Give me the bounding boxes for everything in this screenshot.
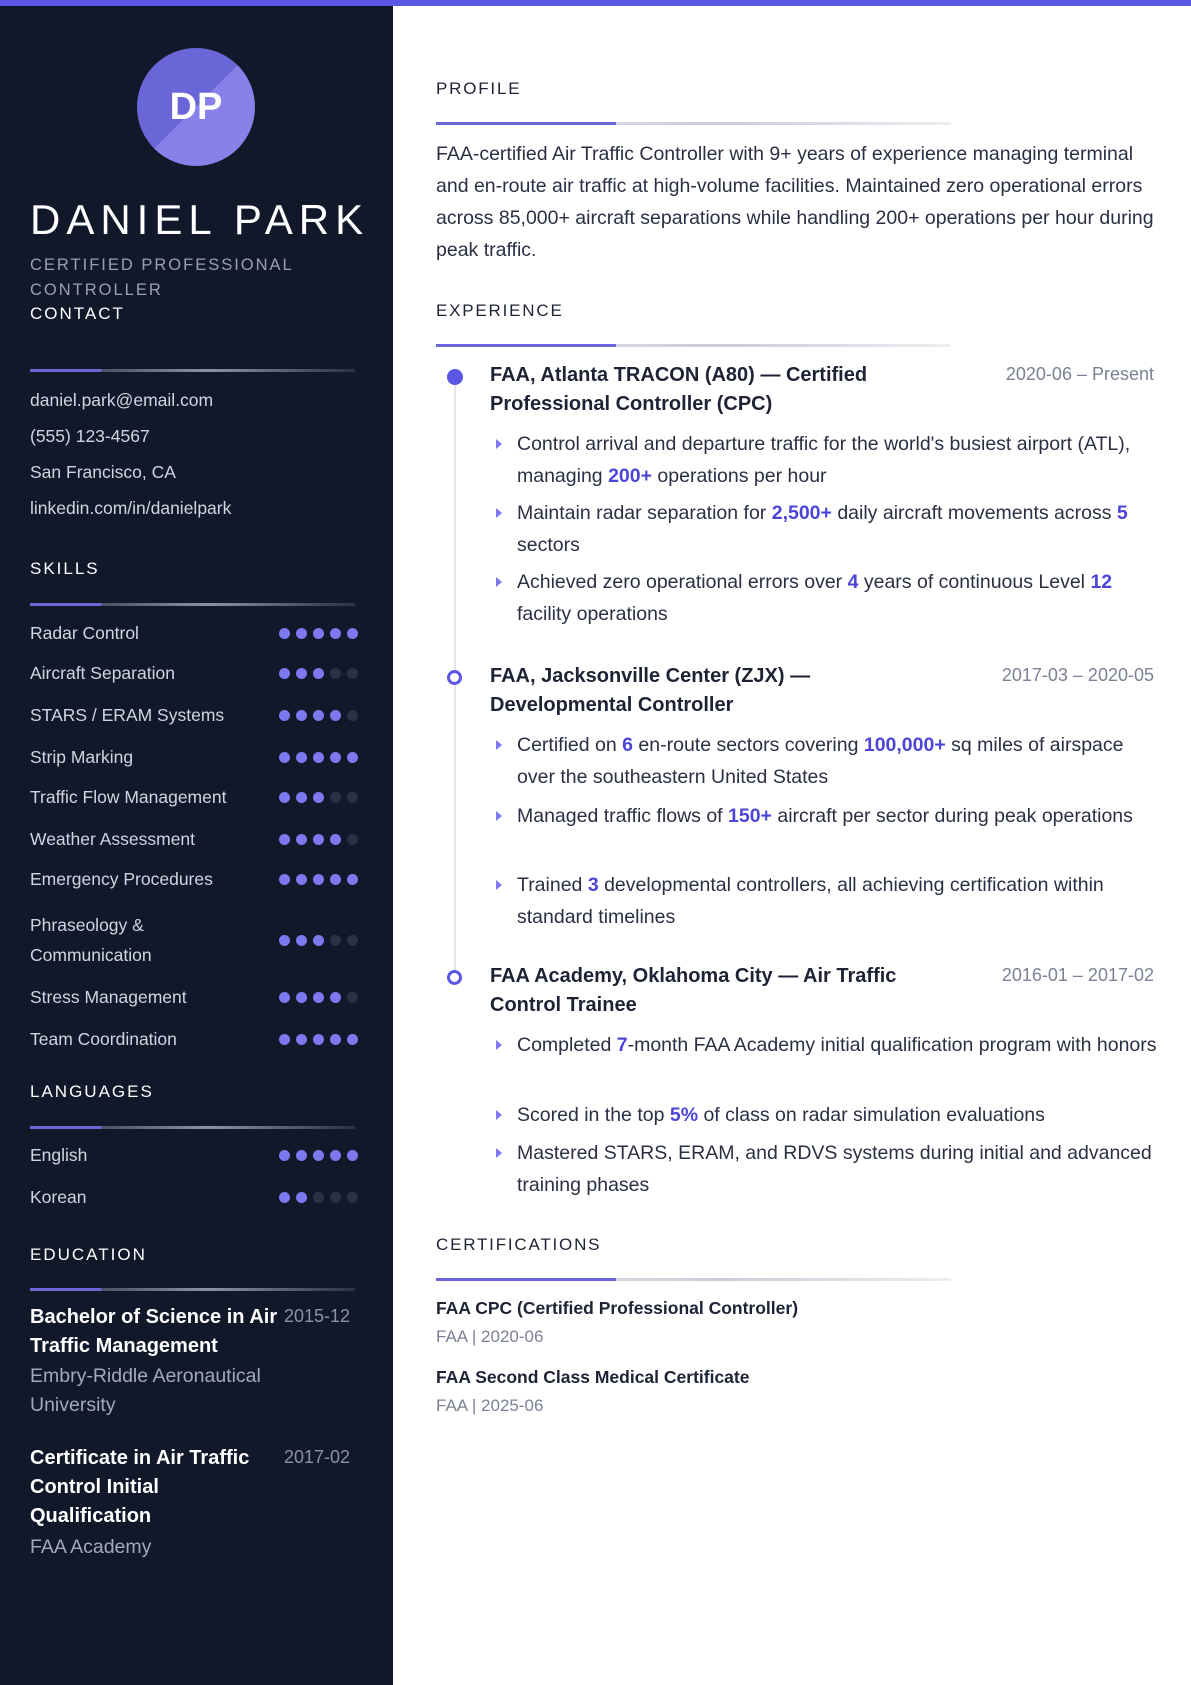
language-rating: [279, 1192, 358, 1203]
skill-label: Emergency Procedures: [30, 869, 213, 889]
education-school: Embry-Riddle Aeronautical University: [30, 1365, 261, 1416]
job-bullet: [517, 800, 1157, 832]
rating-dot-filled: [279, 1150, 290, 1161]
bullet-text: Mastered STARS, ERAM, and RDVS systems during initial and advanced training phases: [517, 1142, 1152, 1196]
job-bullet: [517, 1099, 1157, 1131]
bullet-text: years of continuous Level: [858, 571, 1091, 593]
avatar: [137, 48, 255, 166]
education-divider: [30, 1288, 355, 1291]
highlighted-metric: 12: [1090, 571, 1113, 593]
skills-heading: SKILLS: [30, 559, 100, 578]
education-degree: Bachelor of Science in Air Traffic Management: [30, 1306, 278, 1357]
bullet-icon: [496, 439, 502, 449]
candidate-title: CERTIFIED PROFESSIONAL CONTROLLER: [30, 256, 294, 299]
rating-dot-filled: [330, 834, 341, 845]
rating-dot-filled: [296, 752, 307, 763]
certifications-divider: [436, 1278, 951, 1281]
bullet-icon: [496, 577, 502, 587]
bullet-text: daily aircraft movements across: [831, 502, 1117, 524]
job-bullet: [517, 869, 1157, 933]
skill-rating: [279, 992, 358, 1003]
rating-dot-filled: [347, 1150, 358, 1161]
skill-label: Weather Assessment: [30, 829, 196, 849]
rating-dot-filled: [330, 1034, 341, 1045]
job-dates: 2017-03 – 2020-05: [1001, 665, 1154, 685]
profile-heading: PROFILE: [436, 79, 522, 98]
bullet-icon: [496, 1110, 502, 1120]
bullet-text: of class on radar simulation evaluations: [698, 1104, 1045, 1126]
rating-dot-filled: [330, 628, 341, 639]
certification-name: FAA CPC (Certified Professional Controller): [436, 1298, 799, 1318]
skill-label: Traffic Flow Management: [30, 787, 227, 807]
bullet-text: Maintain radar separation for: [517, 502, 772, 524]
bullet-text: Managed traffic flows of: [517, 805, 728, 827]
skill-label: Aircraft Separation: [30, 663, 175, 683]
rating-dot-filled: [279, 992, 290, 1003]
rating-dot-filled: [279, 628, 290, 639]
bullet-text: operations per hour: [652, 465, 827, 487]
bullet-icon: [496, 880, 502, 890]
education-degree: Certificate in Air Traffic Control Initial Qualification: [30, 1447, 250, 1527]
job-bullet: [517, 729, 1157, 793]
rating-dot-filled: [296, 710, 307, 721]
bullet-text: Control arrival and departure traffic for the world's busiest airport (ATL), managing: [517, 433, 1131, 487]
bullet-icon: [496, 508, 502, 518]
rating-dot-empty: [347, 792, 358, 803]
rating-dot-filled: [313, 792, 324, 803]
education-school: FAA Academy: [30, 1536, 152, 1558]
bullet-text: Completed: [517, 1034, 617, 1056]
highlighted-metric: 7: [616, 1034, 628, 1056]
skill-rating: [279, 628, 358, 639]
job-bullet: [517, 1029, 1157, 1061]
language-label: Korean: [30, 1187, 87, 1207]
bullet-text: sectors: [517, 534, 580, 556]
skill-rating: [279, 935, 358, 946]
rating-dot-filled: [347, 628, 358, 639]
timeline-dot: [447, 970, 462, 985]
languages-heading: LANGUAGES: [30, 1082, 154, 1101]
certification-meta: FAA | 2020-06: [436, 1327, 544, 1346]
rating-dot-empty: [330, 668, 341, 679]
job-title: FAA Academy, Oklahoma City — Air Traffic Control Trainee: [490, 965, 897, 1016]
sidebar: [0, 6, 393, 1685]
experience-divider: [436, 344, 951, 347]
rating-dot-filled: [313, 710, 324, 721]
language-rating: [279, 1150, 358, 1161]
highlighted-metric: 3: [587, 874, 599, 896]
rating-dot-filled: [296, 628, 307, 639]
rating-dot-empty: [347, 1192, 358, 1203]
rating-dot-filled: [296, 668, 307, 679]
rating-dot-filled: [296, 1034, 307, 1045]
rating-dot-filled: [296, 834, 307, 845]
rating-dot-filled: [313, 874, 324, 885]
highlighted-metric: 100,000+: [863, 734, 946, 756]
bullet-text: -month FAA Academy initial qualification program with honors: [627, 1034, 1157, 1056]
rating-dot-filled: [296, 792, 307, 803]
rating-dot-empty: [347, 992, 358, 1003]
rating-dot-filled: [296, 1150, 307, 1161]
rating-dot-filled: [279, 1034, 290, 1045]
skill-label: Team Coordination: [30, 1029, 177, 1049]
skill-label: Stress Management: [30, 987, 187, 1007]
rating-dot-filled: [313, 668, 324, 679]
rating-dot-empty: [330, 792, 341, 803]
rating-dot-empty: [347, 710, 358, 721]
rating-dot-filled: [296, 874, 307, 885]
bullet-icon: [496, 740, 502, 750]
highlighted-metric: 2,500+: [771, 502, 832, 524]
profile-summary: FAA-certified Air Traffic Controller with 9+ years of experience managing terminal and en-route air traffic at high-volume facilities. Maintained zero operational errors across 85,000+ aircraft separations while handling 200+ operations per hour during peak traffic.: [436, 143, 1154, 261]
skill-label: Radar Control: [30, 623, 139, 643]
bullet-text: Trained: [517, 874, 588, 896]
rating-dot-filled: [330, 992, 341, 1003]
bullet-icon: [496, 1148, 502, 1158]
rating-dot-filled: [347, 1034, 358, 1045]
job-title: FAA, Atlanta TRACON (A80) — Certified Professional Controller (CPC): [490, 364, 868, 415]
highlighted-metric: 200+: [608, 465, 653, 487]
skill-rating: [279, 752, 358, 763]
contact-divider: [30, 369, 355, 372]
highlighted-metric: 6: [622, 734, 633, 756]
rating-dot-empty: [347, 834, 358, 845]
highlighted-metric: 4: [847, 571, 859, 593]
bullet-text: en-route sectors covering: [633, 734, 864, 756]
contact-heading: CONTACT: [30, 304, 125, 323]
job-dates: 2016-01 – 2017-02: [1001, 965, 1154, 985]
job-bullet: [517, 1137, 1157, 1201]
rating-dot-filled: [279, 1192, 290, 1203]
job-dates: 2020-06 – Present: [1005, 364, 1154, 384]
timeline-dot: [447, 670, 462, 685]
rating-dot-filled: [296, 1192, 307, 1203]
rating-dot-empty: [313, 1192, 324, 1203]
rating-dot-filled: [296, 935, 307, 946]
rating-dot-filled: [330, 710, 341, 721]
rating-dot-filled: [313, 992, 324, 1003]
highlighted-metric: 5%: [669, 1104, 699, 1126]
contact-linkedin[interactable]: linkedin.com/in/danielpark: [30, 498, 232, 518]
bullet-text: sq miles of airspace over the southeastern United States: [517, 734, 1124, 788]
rating-dot-empty: [347, 935, 358, 946]
rating-dot-empty: [330, 935, 341, 946]
contact-email[interactable]: daniel.park@email.com: [30, 390, 214, 410]
skill-label: Phraseology & Communication: [30, 915, 152, 965]
skill-label: STARS / ERAM Systems: [30, 705, 225, 725]
highlighted-metric: 5: [1116, 502, 1128, 524]
contact-phone[interactable]: (555) 123-4567: [30, 426, 150, 446]
rating-dot-filled: [313, 834, 324, 845]
rating-dot-filled: [330, 752, 341, 763]
rating-dot-filled: [279, 668, 290, 679]
education-date: 2015-12: [284, 1306, 351, 1326]
rating-dot-filled: [347, 874, 358, 885]
rating-dot-filled: [279, 834, 290, 845]
rating-dot-empty: [330, 1192, 341, 1203]
rating-dot-filled: [330, 874, 341, 885]
rating-dot-filled: [313, 1034, 324, 1045]
skill-rating: [279, 668, 358, 679]
skill-label: Strip Marking: [30, 747, 134, 767]
highlighted-metric: 150+: [728, 805, 772, 827]
languages-divider: [30, 1126, 355, 1129]
language-label: English: [30, 1145, 88, 1165]
rating-dot-filled: [313, 935, 324, 946]
candidate-name: DANIEL PARK: [30, 196, 370, 243]
certifications-heading: CERTIFICATIONS: [436, 1235, 602, 1254]
bullet-text: aircraft per sector during peak operations: [771, 805, 1133, 827]
education-date: 2017-02: [284, 1447, 351, 1467]
timeline-dot: [447, 369, 463, 385]
bullet-icon: [496, 1040, 502, 1050]
profile-divider: [436, 122, 951, 125]
rating-dot-filled: [279, 935, 290, 946]
job-bullet: [517, 497, 1157, 561]
skill-rating: [279, 710, 358, 721]
job-bullet: [517, 566, 1157, 630]
rating-dot-filled: [330, 1150, 341, 1161]
certification-meta: FAA | 2025-06: [436, 1396, 544, 1415]
rating-dot-filled: [279, 792, 290, 803]
rating-dot-filled: [279, 752, 290, 763]
skill-rating: [279, 874, 358, 885]
job-bullet: [517, 428, 1157, 492]
bullet-text: Scored in the top: [517, 1104, 670, 1126]
rating-dot-filled: [313, 1150, 324, 1161]
experience-heading: EXPERIENCE: [436, 301, 564, 320]
skill-rating: [279, 792, 358, 803]
rating-dot-filled: [347, 752, 358, 763]
rating-dot-filled: [279, 874, 290, 885]
rating-dot-filled: [313, 752, 324, 763]
bullet-text: facility operations: [517, 603, 668, 625]
skill-rating: [279, 1034, 358, 1045]
bullet-text: Certified on: [517, 734, 623, 756]
certification-name: FAA Second Class Medical Certificate: [436, 1367, 750, 1387]
education-heading: EDUCATION: [30, 1245, 147, 1264]
bullet-text: developmental controllers, all achieving certification within standard timelines: [517, 874, 1104, 928]
skills-divider: [30, 603, 355, 606]
bullet-text: Achieved zero operational errors over: [517, 571, 848, 593]
rating-dot-filled: [313, 628, 324, 639]
rating-dot-empty: [347, 668, 358, 679]
rating-dot-filled: [279, 710, 290, 721]
bullet-icon: [496, 811, 502, 821]
contact-location: San Francisco, CA: [30, 462, 176, 482]
avatar-initials: DP: [169, 85, 223, 128]
job-title: FAA, Jacksonville Center (ZJX) — Developmental Controller: [490, 665, 811, 716]
skill-rating: [279, 834, 358, 845]
rating-dot-filled: [296, 992, 307, 1003]
